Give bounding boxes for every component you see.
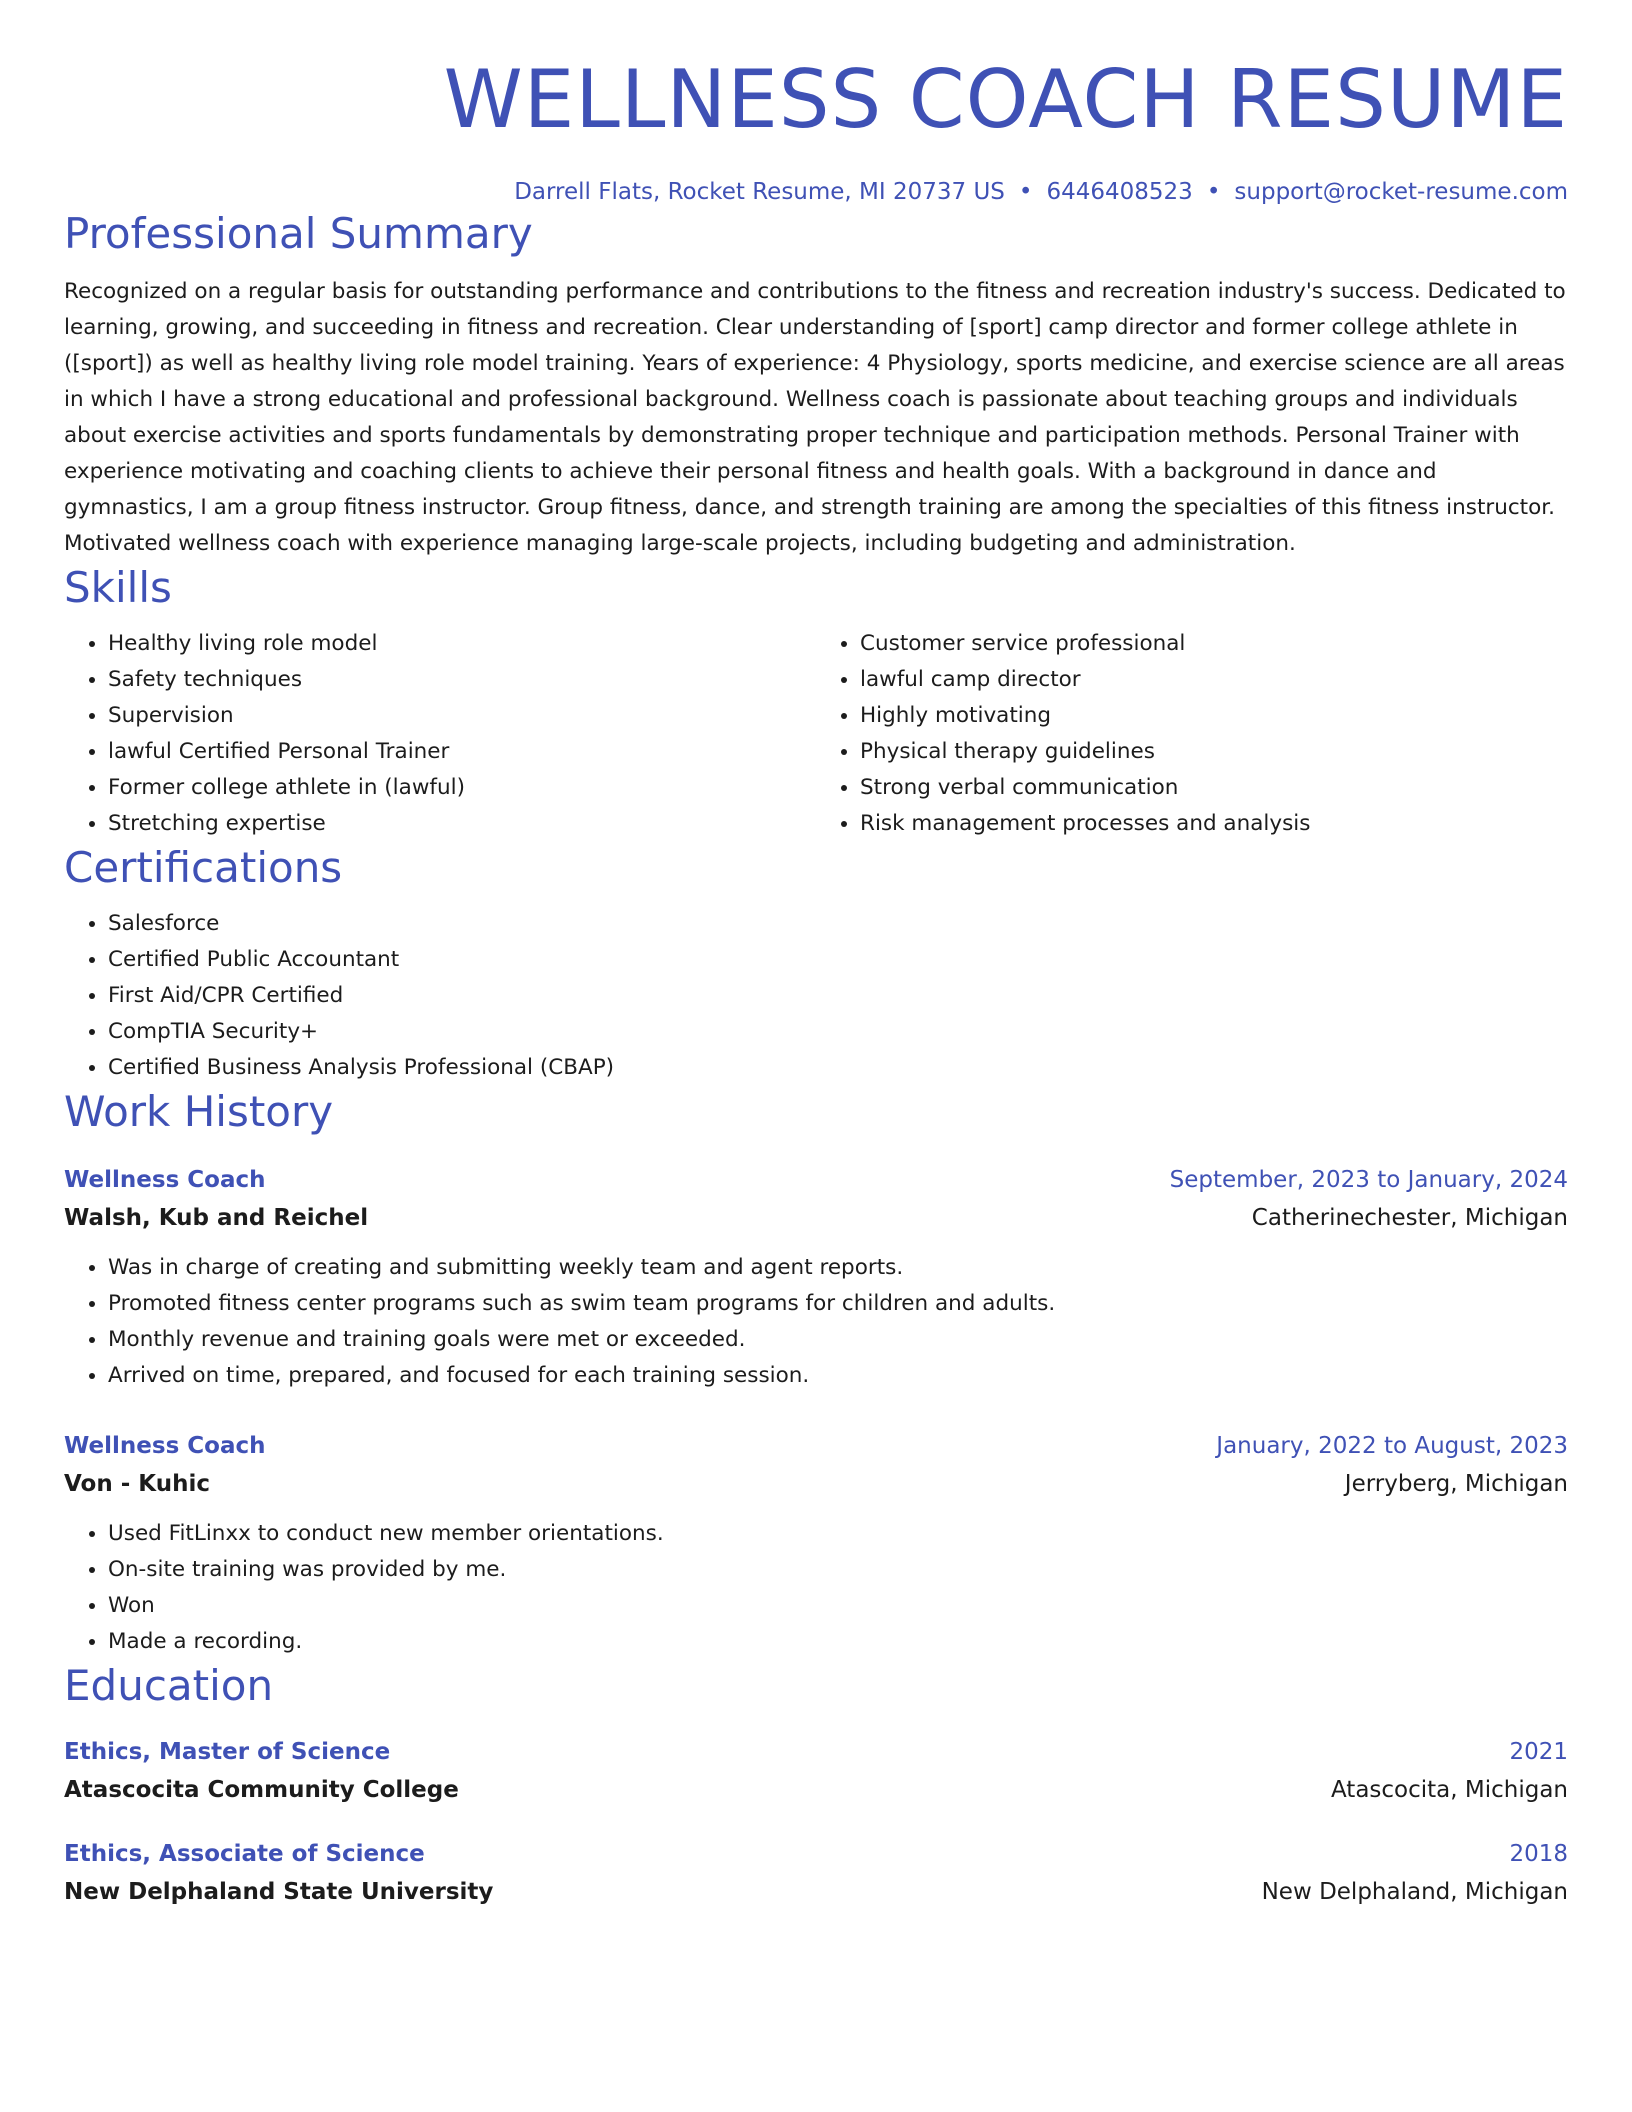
work-history-heading: Work History <box>64 1087 334 1136</box>
education-school-row <box>64 1770 1568 1810</box>
job-location: Catherinechester, Michigan <box>1251 1205 1568 1231</box>
job-dates: January, 2022 to August, 2023 <box>1216 1433 1568 1459</box>
job-role: Wellness Coach <box>64 1167 266 1193</box>
skill-item: • Customer service professional <box>860 626 1568 662</box>
certification-item: • CompTIA Security+ <box>108 1014 1568 1050</box>
skills-heading: Skills <box>64 563 172 612</box>
skill-item: • Highly motivating <box>860 698 1568 734</box>
education-location: New Delphaland, Michigan <box>1261 1879 1568 1905</box>
summary-section <box>64 208 1568 562</box>
certifications-section <box>64 842 1568 1086</box>
skills-section <box>64 562 1568 842</box>
contact-line <box>64 176 1568 208</box>
skill-item: • Supervision <box>108 698 816 734</box>
skill-item: • Strong verbal communication <box>860 770 1568 806</box>
work-history-section <box>64 1086 1568 1660</box>
skill-item: • Safety techniques <box>108 662 816 698</box>
skill-item: • Stretching expertise <box>108 806 816 842</box>
job-bullet: • Monthly revenue and training goals were met or exceeded. <box>108 1322 1568 1358</box>
job-bullet: • On-site training was provided by me. <box>108 1552 1568 1588</box>
certification-item: • Salesforce <box>108 906 1568 942</box>
education-entry <box>64 1836 1568 1912</box>
job-header-row <box>64 1162 1568 1198</box>
job-company: Walsh, Kub and Reichel <box>64 1205 369 1231</box>
skill-item: • Healthy living role model <box>108 626 816 662</box>
contact-address: Darrell Flats, Rocket Resume, MI 20737 US <box>514 179 1005 205</box>
job-bullet: • Was in charge of creating and submitting weekly team and agent reports. <box>108 1250 1568 1286</box>
education-degree: Ethics, Associate of Science <box>64 1841 425 1867</box>
education-school: Atascocita Community College <box>64 1777 459 1803</box>
job-bullet: • Promoted fitness center programs such as swim team programs for children and adults. <box>108 1286 1568 1322</box>
skill-item: • lawful Certified Personal Trainer <box>108 734 816 770</box>
contact-separator: • <box>1206 179 1221 205</box>
job-bullets <box>64 1516 1568 1660</box>
certifications-heading: Certifications <box>64 843 343 892</box>
job-location: Jerryberg, Michigan <box>1344 1471 1568 1497</box>
education-year: 2021 <box>1509 1739 1568 1765</box>
job-company-row <box>64 1464 1568 1504</box>
education-year: 2018 <box>1509 1841 1568 1867</box>
skills-list-left <box>64 626 816 842</box>
summary-heading: Professional Summary <box>64 209 533 258</box>
skills-columns <box>64 626 1568 842</box>
education-header-row <box>64 1836 1568 1872</box>
skill-item: • Risk management processes and analysis <box>860 806 1568 842</box>
education-school: New Delphaland State University <box>64 1879 494 1905</box>
education-entry <box>64 1734 1568 1810</box>
education-header-row <box>64 1734 1568 1770</box>
skills-list-right <box>816 626 1568 842</box>
job-entry <box>64 1162 1568 1394</box>
summary-text: Recognized on a regular basis for outstanding performance and contributions to the fitness and recreation industry's success. Dedicated to learning, growing, and succeeding in fitness and recreation. Clear understanding of [sport] camp director and former college athlete in ([sport]) as well as healthy living role model training. Years of experience: 4 Physiology, sports medicine, and exercise science are all areas in which I have a strong educational and professional background. Wellness coach is passionate about teaching groups and individuals about exercise activities and sports fundamentals by demonstrating proper technique and participation methods. Personal Trainer with experience motivating and coaching clients to achieve their personal fitness and health goals. With a background in dance and gymnastics, I am a group fitness instructor. Group fitness, dance, and strength training are among the specialties of this fitness instructor. Motivated wellness coach with experience managing large-scale projects, including budgeting and administration. <box>64 279 1566 556</box>
education-section <box>64 1660 1568 1912</box>
skill-item: • lawful camp director <box>860 662 1568 698</box>
job-bullet: • Used FitLinxx to conduct new member orientations. <box>108 1516 1568 1552</box>
job-header-row <box>64 1428 1568 1464</box>
job-company-row <box>64 1198 1568 1238</box>
job-entry <box>64 1428 1568 1660</box>
contact-separator: • <box>1018 179 1033 205</box>
education-location: Atascocita, Michigan <box>1330 1777 1568 1803</box>
skill-item: • Physical therapy guidelines <box>860 734 1568 770</box>
education-heading: Education <box>64 1661 274 1710</box>
job-bullets <box>64 1250 1568 1394</box>
resume-header <box>64 0 1568 208</box>
job-dates: September, 2023 to January, 2024 <box>1169 1167 1568 1193</box>
contact-phone: 6446408523 <box>1046 179 1193 205</box>
certification-item: • First Aid/CPR Certified <box>108 978 1568 1014</box>
resume-title: WELLNESS COACH RESUME <box>443 53 1568 146</box>
certifications-list <box>64 906 1568 1086</box>
contact-email[interactable]: support@rocket-resume.com <box>1234 179 1568 205</box>
job-company: Von - Kuhic <box>64 1471 210 1497</box>
job-role: Wellness Coach <box>64 1433 266 1459</box>
education-degree: Ethics, Master of Science <box>64 1739 391 1765</box>
certification-item: • Certified Public Accountant <box>108 942 1568 978</box>
job-bullet: • Made a recording. <box>108 1624 1568 1660</box>
job-bullet: • Arrived on time, prepared, and focused for each training session. <box>108 1358 1568 1394</box>
certification-item: • Certified Business Analysis Professional (CBAP) <box>108 1050 1568 1086</box>
job-bullet: • Won <box>108 1588 1568 1624</box>
education-school-row <box>64 1872 1568 1912</box>
skill-item: • Former college athlete in (lawful) <box>108 770 816 806</box>
